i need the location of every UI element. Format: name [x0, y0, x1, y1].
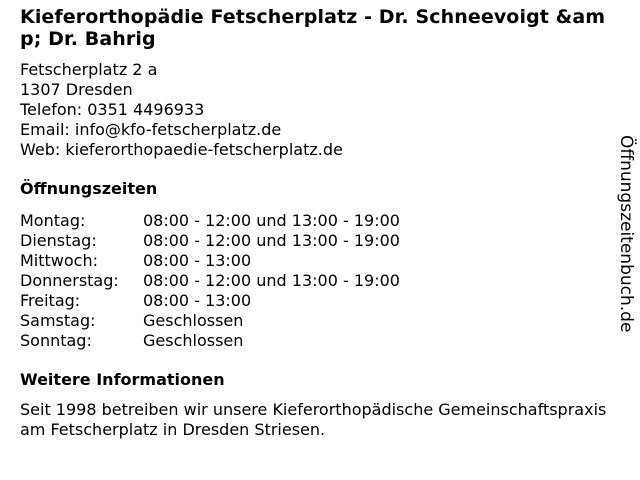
page-title: Kieferorthopädie Fetscherplatz - Dr. Schneevoigt &amp; Dr. Bahrig [20, 6, 606, 50]
hours-day: Montag: [20, 211, 86, 230]
hours-time: 08:00 - 13:00 [143, 291, 252, 310]
hours-time: 08:00 - 12:00 und 13:00 - 19:00 [143, 231, 400, 250]
hours-time: 08:00 - 12:00 und 13:00 - 19:00 [143, 271, 400, 290]
opening-hours-table [20, 211, 610, 351]
hours-row-friday [20, 291, 610, 311]
more-info-text: Seit 1998 betreiben wir unsere Kieferorthopädische Gemeinschaftspraxis am Fetscherplatz in Dresden Striesen. [20, 400, 607, 439]
hours-row-monday [20, 211, 610, 231]
hours-day: Sonntag: [20, 331, 92, 350]
hours-row-tuesday [20, 231, 610, 251]
address-block [20, 60, 610, 160]
hours-day: Freitag: [20, 291, 81, 310]
watermark-text: Öffnungszeitenbuch.de [616, 135, 636, 333]
hours-time: Geschlossen [143, 331, 244, 350]
address-city: 1307 Dresden [20, 80, 133, 99]
hours-day: Mittwoch: [20, 251, 98, 270]
address-email: Email: info@kfo-fetscherplatz.de [20, 120, 282, 139]
hours-time: Geschlossen [143, 311, 244, 330]
hours-row-wednesday [20, 251, 610, 271]
hours-time: 08:00 - 12:00 und 13:00 - 19:00 [143, 211, 400, 230]
hours-row-sunday [20, 331, 610, 351]
more-info-heading: Weitere Informationen [20, 370, 225, 389]
hours-day: Donnerstag: [20, 271, 119, 290]
hours-time: 08:00 - 13:00 [143, 251, 252, 270]
content [20, 6, 610, 440]
hours-row-thursday [20, 271, 610, 291]
hours-day: Samstag: [20, 311, 96, 330]
opening-hours-heading: Öffnungszeiten [20, 179, 158, 198]
address-web: Web: kieferorthopaedie-fetscherplatz.de [20, 140, 343, 159]
address-street: Fetscherplatz 2 a [20, 60, 158, 79]
hours-day: Dienstag: [20, 231, 97, 250]
hours-row-saturday [20, 311, 610, 331]
address-phone: Telefon: 0351 4496933 [20, 100, 205, 119]
